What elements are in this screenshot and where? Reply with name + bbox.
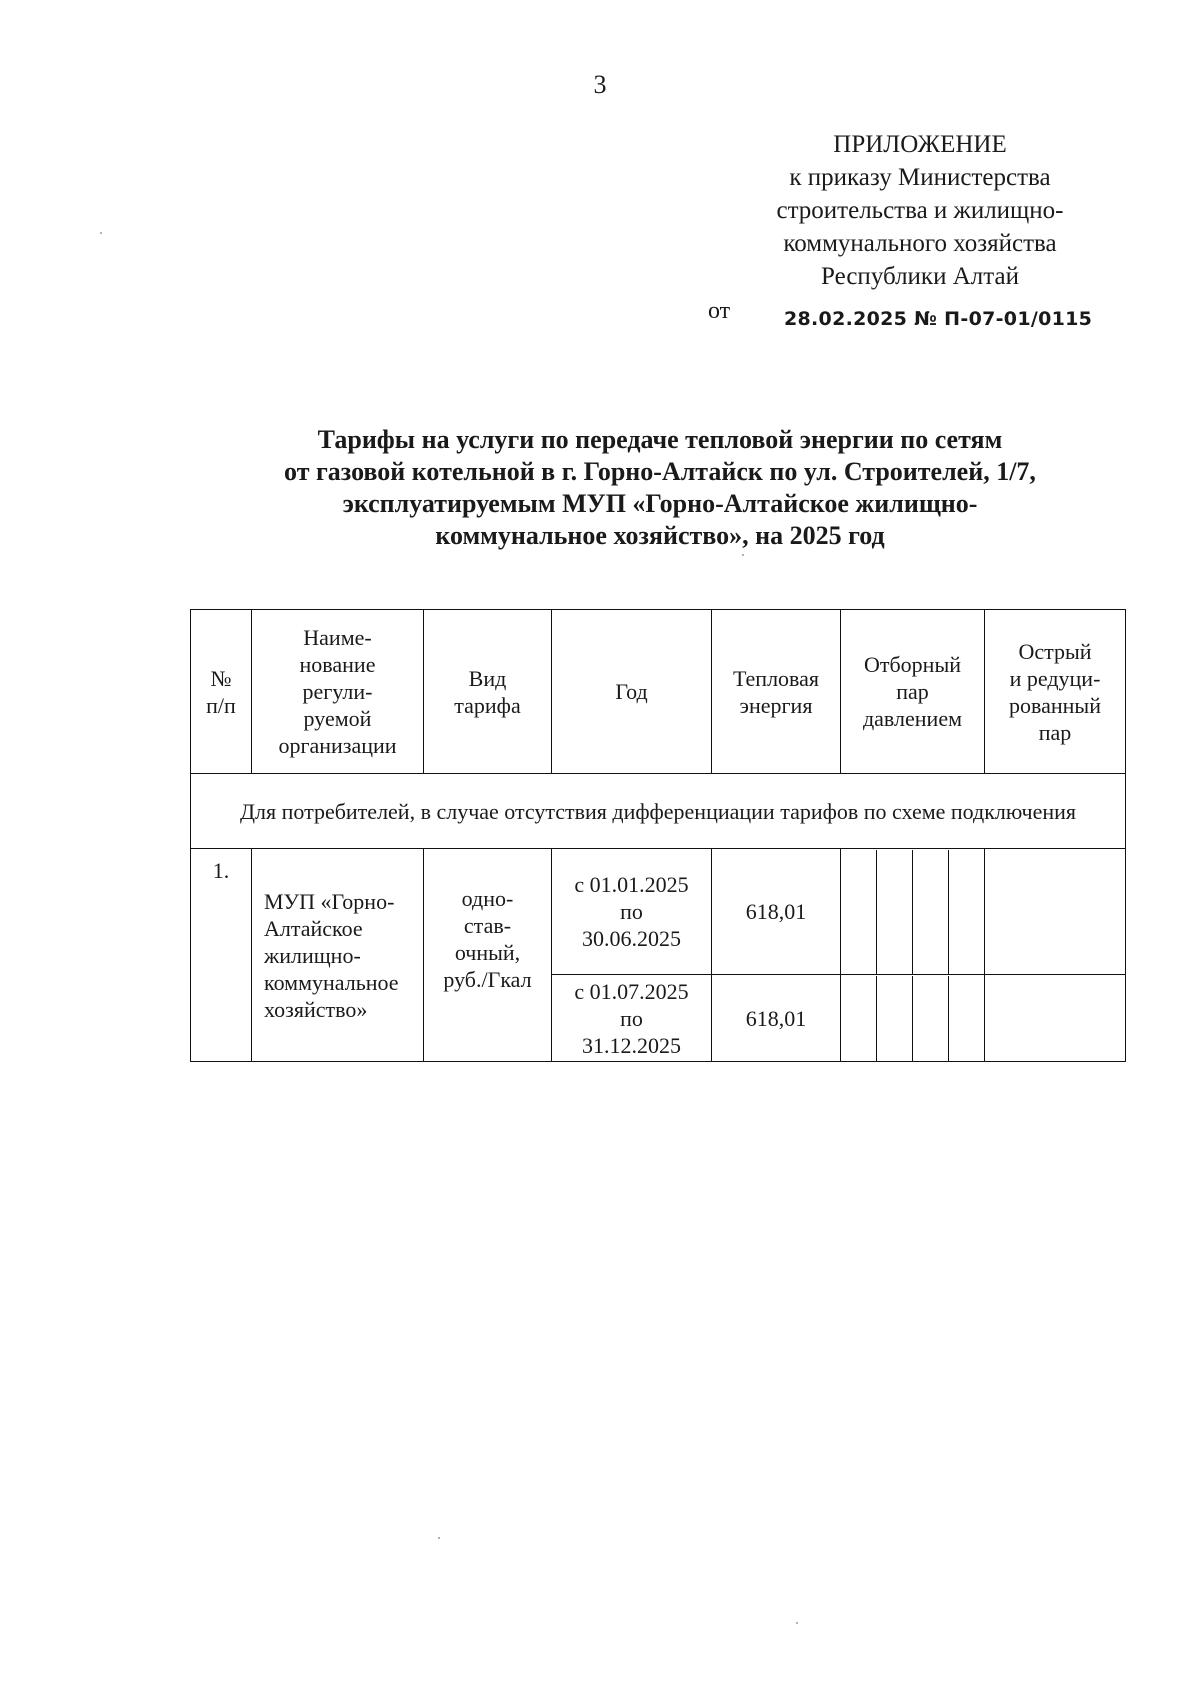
table-row — [191, 849, 1126, 975]
appendix-heading: ПРИЛОЖЕНИЕ — [833, 131, 1007, 158]
header-text: пар — [1038, 719, 1072, 745]
empty-subcell — [949, 850, 984, 974]
period-line: по — [620, 1005, 643, 1031]
empty-subcell — [913, 976, 949, 1061]
period-line: с 01.07.2025 — [574, 978, 689, 1004]
header-text: Год — [615, 679, 648, 704]
scan-artifact — [796, 1622, 798, 1624]
tariff-type-cell — [424, 849, 552, 1062]
header-text: Тепловая — [732, 665, 820, 691]
org-name-line: МУП «Горно- — [264, 888, 395, 914]
extraction-steam-cells — [841, 849, 985, 975]
header-text: рованный — [1009, 692, 1101, 718]
header-text: № — [210, 665, 232, 691]
period-line: по — [620, 899, 643, 924]
appendix-line: коммунального хозяйства — [783, 230, 1057, 257]
empty-subcolumns — [841, 850, 984, 974]
period-line: 30.06.2025 — [582, 926, 681, 951]
table-header-row — [191, 610, 1126, 774]
header-text: и редуци- — [1009, 665, 1101, 691]
tariff-type-line: руб./Гкал — [443, 967, 532, 992]
header-extraction-steam — [841, 610, 985, 774]
tariff-type-line: став- — [463, 913, 512, 938]
header-text: Вид — [468, 665, 507, 691]
scan-artifact — [100, 232, 102, 234]
empty-subcell — [949, 976, 984, 1061]
header-text: Острый — [1018, 638, 1092, 664]
appendix-line: Республики Алтай — [821, 263, 1019, 290]
appendix-block — [740, 128, 1100, 293]
title-line: Тарифы на услуги по передаче тепловой энергии по сетям — [317, 425, 1003, 454]
live-steam-cell — [985, 849, 1126, 975]
header-text: тарифа — [454, 692, 521, 718]
header-live-steam — [985, 610, 1126, 774]
title-line: коммунальное хозяйство», на 2025 год — [435, 521, 885, 550]
page-number: 3 — [593, 70, 607, 99]
header-tariff-type — [424, 610, 552, 774]
header-org — [252, 610, 424, 774]
heat-value-cell: 618,01 — [712, 975, 841, 1062]
tariff-table — [190, 609, 1126, 1062]
empty-subcell — [841, 976, 877, 1061]
appendix-line: строительства и жилищно- — [776, 197, 1064, 224]
org-name-line: хозяйство» — [264, 996, 368, 1022]
empty-subcolumns — [841, 976, 984, 1061]
heat-value-cell: 618,01 — [712, 849, 841, 975]
org-name-line: жилищно- — [264, 942, 361, 968]
row-number: 1. — [191, 849, 252, 1062]
header-year — [552, 610, 712, 774]
period-cell — [552, 975, 712, 1062]
header-text: нование — [299, 652, 376, 677]
header-text: давлением — [862, 706, 963, 731]
header-text: энергия — [739, 692, 813, 718]
order-reference-stamp: 28.02.2025 № П-07-01/0115 — [784, 308, 1093, 330]
scan-artifact — [742, 554, 744, 556]
group-label: Для потребителей, в случае отсутствия дифференциации тарифов по схеме подключения — [191, 774, 1126, 849]
header-text: организации — [278, 733, 397, 758]
header-text: регули- — [302, 679, 373, 704]
live-steam-cell — [985, 975, 1126, 1062]
title-line: эксплуатируемым МУП «Горно-Алтайское жилищно- — [342, 489, 978, 518]
org-name-line: коммунальное — [264, 969, 399, 995]
header-text: Наиме- — [303, 625, 372, 650]
period-line: с 01.01.2025 — [574, 872, 689, 897]
from-label: от — [708, 298, 731, 324]
document-title — [190, 424, 1130, 552]
table-group-row — [191, 774, 1126, 849]
extraction-steam-cells — [841, 975, 985, 1062]
scan-artifact — [438, 1537, 440, 1539]
header-text: п/п — [206, 692, 236, 718]
appendix-line: к приказу Министерства — [789, 164, 1051, 191]
empty-subcell — [841, 850, 877, 974]
empty-subcell — [877, 850, 913, 974]
org-name-line: Алтайское — [264, 915, 363, 941]
title-line: от газовой котельной в г. Горно-Алтайск по ул. Строителей, 1/7, — [284, 457, 1036, 486]
empty-subcell — [877, 976, 913, 1061]
org-name-cell — [252, 849, 424, 1062]
header-text: Отборный — [863, 652, 962, 677]
tariff-type-line: очный, — [454, 940, 521, 965]
header-heat-energy — [712, 610, 841, 774]
empty-subcell — [913, 850, 949, 974]
period-cell — [552, 849, 712, 975]
header-text: руемой — [303, 706, 372, 731]
tariff-type-line: одно- — [461, 886, 514, 911]
header-text: пар — [896, 679, 929, 704]
period-line: 31.12.2025 — [582, 1032, 681, 1058]
header-num — [191, 610, 252, 774]
